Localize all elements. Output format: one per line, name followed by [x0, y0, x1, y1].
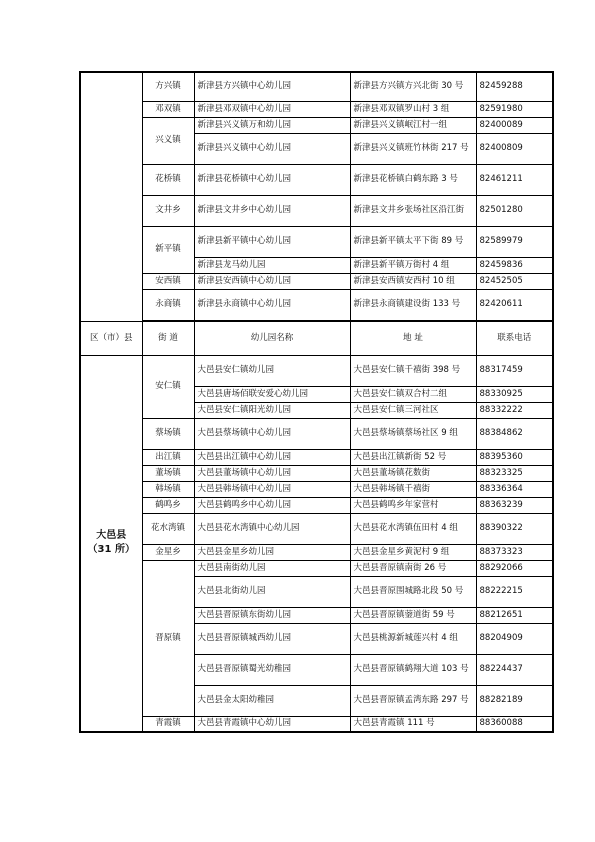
town-cell: 花桥镇: [142, 164, 194, 195]
phone-cell: 88390322: [476, 513, 553, 544]
address-cell: 大邑县安仁镇三河社区: [350, 402, 476, 418]
town-cell: 方兴镇: [142, 72, 194, 101]
kindergarten-name: 大邑县晋原镇蜀光幼稚园: [194, 654, 350, 685]
town-cell: 花水湾镇: [142, 513, 194, 544]
header-kindergarten: 幼儿园名称: [194, 321, 350, 355]
address-cell: 新津县安西镇安西村 10 组: [350, 273, 476, 289]
address-cell: 大邑县桃源新城莲兴村 4 组: [350, 623, 476, 654]
table-row: [80, 418, 553, 449]
phone-cell: 88317459: [476, 355, 553, 386]
kindergarten-name: 新津县永商镇中心幼儿园: [194, 289, 350, 320]
address-cell: 新津县文井乡张场社区沿江街: [350, 195, 476, 226]
phone-cell: 82400809: [476, 133, 553, 164]
header-address: 地 址: [350, 321, 476, 355]
kindergarten-name: 大邑县花水湾镇中心幼儿园: [194, 513, 350, 544]
table-row: [80, 101, 553, 117]
table-row: [80, 716, 553, 732]
phone-cell: 88292066: [476, 560, 553, 576]
kindergarten-name: 新津县安西镇中心幼儿园: [194, 273, 350, 289]
table-row: [80, 465, 553, 481]
kindergarten-name: 新津县新平镇中心幼儿园: [194, 226, 350, 257]
phone-cell: 82589979: [476, 226, 553, 257]
address-cell: 新津县新平镇万街村 4 组: [350, 257, 476, 273]
address-cell: 大邑县晋原镇鹤翔大道 103 号: [350, 654, 476, 685]
address-cell: 大邑县花水湾镇伍田村 4 组: [350, 513, 476, 544]
address-cell: 新津县永商镇建设街 133 号: [350, 289, 476, 320]
town-cell: 安西镇: [142, 273, 194, 289]
kindergarten-name: 大邑县唐场佰联安爱心幼儿园: [194, 386, 350, 402]
town-cell: 董场镇: [142, 465, 194, 481]
town-cell: 金星乡: [142, 544, 194, 560]
address-cell: 大邑县晋原镇孟湾东路 297 号: [350, 685, 476, 716]
address-cell: 大邑县晋原镇蓥道街 59 号: [350, 607, 476, 623]
town-cell: 文井乡: [142, 195, 194, 226]
kindergarten-name: 新津县龙马幼儿园: [194, 257, 350, 273]
address-cell: 大邑县鹤鸣乡年家营村: [350, 497, 476, 513]
town-cell: 兴义镇: [142, 117, 194, 164]
town-cell: 邓双镇: [142, 101, 194, 117]
table-row: [80, 226, 553, 257]
kindergarten-name: 大邑县蔡场镇中心幼儿园: [194, 418, 350, 449]
table-row: [80, 544, 553, 560]
address-cell: 新津县新平镇太平下街 89 号: [350, 226, 476, 257]
kindergarten-name: 大邑县青霞镇中心幼儿园: [194, 716, 350, 732]
kindergarten-name: 大邑县北街幼儿园: [194, 576, 350, 607]
address-cell: 大邑县安仁镇双合村二组: [350, 386, 476, 402]
phone-cell: 88360088: [476, 716, 553, 732]
kindergarten-name: 新津县兴义镇中心幼儿园: [194, 133, 350, 164]
table-row: [80, 449, 553, 465]
table-row: [80, 481, 553, 497]
phone-cell: 82459288: [476, 72, 553, 101]
phone-cell: 82400089: [476, 117, 553, 133]
phone-cell: 88363239: [476, 497, 553, 513]
kindergarten-name: 大邑县晋原镇东街幼儿园: [194, 607, 350, 623]
phone-cell: 88332222: [476, 402, 553, 418]
table-row: [80, 195, 553, 226]
phone-cell: 88336364: [476, 481, 553, 497]
phone-cell: 88222215: [476, 576, 553, 607]
address-cell: 大邑县晋原镇南街 26 号: [350, 560, 476, 576]
header-town: 街 道: [142, 321, 194, 355]
kindergarten-name: 新津县兴义镇万和幼儿园: [194, 117, 350, 133]
kindergarten-name: 大邑县韩场镇中心幼儿园: [194, 481, 350, 497]
table-row: [80, 355, 553, 386]
phone-cell: 88204909: [476, 623, 553, 654]
kindergarten-name: 大邑县南街幼儿园: [194, 560, 350, 576]
phone-cell: 82591980: [476, 101, 553, 117]
table-row: [80, 117, 553, 133]
phone-cell: 88323325: [476, 465, 553, 481]
kindergarten-name: 大邑县董场镇中心幼儿园: [194, 465, 350, 481]
town-cell: 出江镇: [142, 449, 194, 465]
phone-cell: 88395360: [476, 449, 553, 465]
address-cell: 新津县花桥镇白鹤东路 3 号: [350, 164, 476, 195]
town-cell: 青霞镇: [142, 716, 194, 732]
county-name: 大邑县: [96, 529, 127, 541]
table-row: [80, 273, 553, 289]
kindergarten-name: 新津县文井乡中心幼儿园: [194, 195, 350, 226]
table-row: [80, 289, 553, 320]
table-row: [80, 164, 553, 195]
kindergarten-name: 大邑县安仁镇阳光幼儿园: [194, 402, 350, 418]
kindergarten-table: [79, 71, 554, 733]
header-county: 区（市）县: [80, 321, 142, 355]
kindergarten-name: 大邑县金星乡幼儿园: [194, 544, 350, 560]
kindergarten-name: 大邑县出江镇中心幼儿园: [194, 449, 350, 465]
phone-cell: 82461211: [476, 164, 553, 195]
phone-cell: 82501280: [476, 195, 553, 226]
phone-cell: 82459836: [476, 257, 553, 273]
phone-cell: 88212651: [476, 607, 553, 623]
address-cell: 大邑县安仁镇千禧街 398 号: [350, 355, 476, 386]
town-cell: 永商镇: [142, 289, 194, 320]
table-row: [80, 72, 553, 101]
kindergarten-name: 大邑县金太阳幼稚园: [194, 685, 350, 716]
header-row: [80, 321, 553, 355]
address-cell: 新津县兴义镇班竹林街 217 号: [350, 133, 476, 164]
town-cell: 新平镇: [142, 226, 194, 273]
phone-cell: 82452505: [476, 273, 553, 289]
phone-cell: 88330925: [476, 386, 553, 402]
address-cell: 大邑县董场镇花数街: [350, 465, 476, 481]
kindergarten-name: 大邑县安仁镇幼儿园: [194, 355, 350, 386]
town-cell: 鹤鸣乡: [142, 497, 194, 513]
table-row: [80, 513, 553, 544]
phone-cell: 88224437: [476, 654, 553, 685]
town-cell: 蔡场镇: [142, 418, 194, 449]
kindergarten-name: 大邑县晋原镇城西幼儿园: [194, 623, 350, 654]
phone-cell: 88384862: [476, 418, 553, 449]
county-cell-xinjin: [80, 72, 142, 321]
kindergarten-name: 大邑县鹤鸣乡中心幼儿园: [194, 497, 350, 513]
address-cell: 大邑县青霞镇 111 号: [350, 716, 476, 732]
kindergarten-name: 新津县方兴镇中心幼儿园: [194, 72, 350, 101]
address-cell: 新津县方兴镇方兴北街 30 号: [350, 72, 476, 101]
header-phone: 联系电话: [476, 321, 553, 355]
kindergarten-name: 新津县邓双镇中心幼儿园: [194, 101, 350, 117]
table-row: [80, 560, 553, 576]
address-cell: 大邑县韩场镇千禧街: [350, 481, 476, 497]
phone-cell: 82420611: [476, 289, 553, 320]
table-row: [80, 497, 553, 513]
kindergarten-name: 新津县花桥镇中心幼儿园: [194, 164, 350, 195]
town-cell: 安仁镇: [142, 355, 194, 418]
county-cell-dayi: [80, 355, 142, 732]
address-cell: 大邑县晋原围城路北段 50 号: [350, 576, 476, 607]
phone-cell: 88282189: [476, 685, 553, 716]
address-cell: 大邑县出江镇新街 52 号: [350, 449, 476, 465]
address-cell: 大邑县蔡场镇蔡场社区 9 组: [350, 418, 476, 449]
town-cell: 晋原镇: [142, 560, 194, 716]
phone-cell: 88373323: [476, 544, 553, 560]
address-cell: 大邑县金星乡黄泥村 9 组: [350, 544, 476, 560]
county-count: （31 所）: [87, 544, 135, 556]
address-cell: 新津县邓双镇罗山村 3 组: [350, 101, 476, 117]
address-cell: 新津县兴义镇岷江村一组: [350, 117, 476, 133]
town-cell: 韩场镇: [142, 481, 194, 497]
